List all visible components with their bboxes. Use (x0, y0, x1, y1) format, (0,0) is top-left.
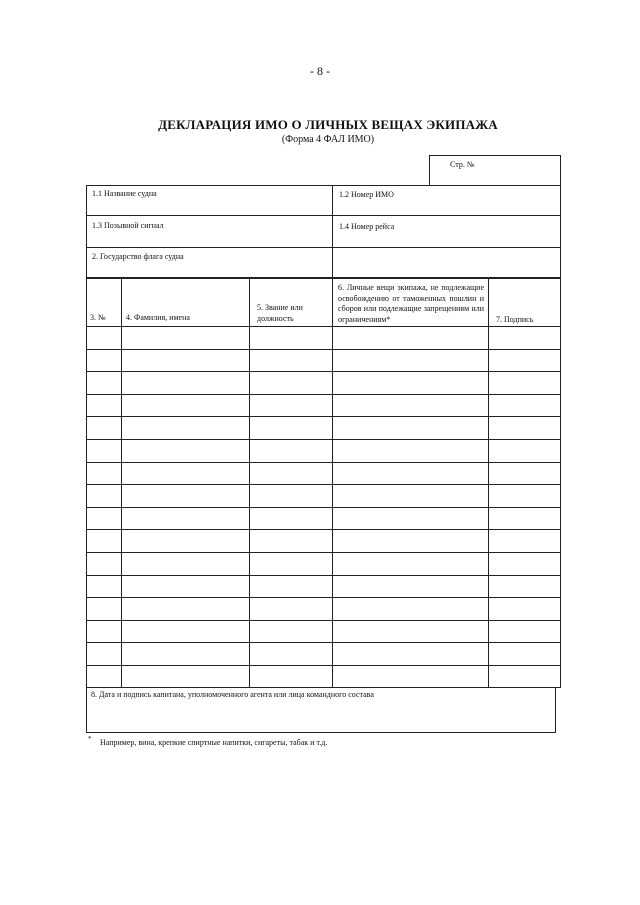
table-row-line (86, 575, 561, 576)
table-row-line (86, 552, 561, 553)
col-header-signature: 7. Подпись (496, 315, 534, 324)
table-row-line (86, 529, 561, 530)
crew-effects-table (86, 278, 561, 688)
col-divider-4 (488, 278, 489, 688)
table-row-line (86, 620, 561, 621)
col-header-num: 3. № (90, 313, 106, 322)
form-subtitle: (Форма 4 ФАЛ ИМО) (281, 134, 375, 145)
imo-number-field[interactable]: 1.2 Номер ИМО (339, 190, 394, 199)
flag-state-field[interactable]: 2. Государство флага судна (92, 252, 184, 261)
table-header-bottom (86, 326, 561, 327)
col-divider-3 (332, 278, 333, 688)
table-row-line (86, 416, 561, 417)
voyage-number-field[interactable]: 1.4 Номер рейса (339, 222, 395, 231)
footnote-mark: * (88, 735, 92, 743)
table-row-line (86, 371, 561, 372)
col-divider-1 (121, 278, 122, 688)
col-header-name: 4. Фамилия, имена (126, 313, 190, 322)
table-row-line (86, 642, 561, 643)
page-number-box[interactable] (429, 155, 561, 186)
table-row-line (86, 439, 561, 440)
page-number: - 8 - (310, 64, 330, 78)
col-header-rank-1: 5. Звание или (257, 303, 303, 312)
table-row-line (86, 484, 561, 485)
col-header-rank-2: должность (257, 314, 294, 323)
header-block (86, 185, 561, 278)
ship-name-field[interactable]: 1.1 Название судна (92, 189, 157, 198)
table-row-line (86, 665, 561, 666)
form-title: ДЕКЛАРАЦИЯ ИМО О ЛИЧНЫХ ВЕЩАХ ЭКИПАЖА (158, 117, 498, 132)
col-divider-2 (249, 278, 250, 688)
footnote-text: Например, вина, крепкие спиртные напитки, сигареты, табак и т.д. (100, 738, 328, 747)
table-row-line (86, 349, 561, 350)
header-row-line-1 (86, 215, 561, 216)
table-row-line (86, 597, 561, 598)
table-row-line (86, 394, 561, 395)
page-number-box-label: Стр. № (450, 160, 475, 169)
table-row-line (86, 462, 561, 463)
table-row-line (86, 507, 561, 508)
call-sign-field[interactable]: 1.3 Позывной сигнал (92, 221, 164, 230)
col-header-effects: 6. Личные вещи экипажа, не подлежащие освобождению от таможенных пошлин и сборов или подлежащие запрещениям или ограничениям* (338, 283, 484, 324)
header-divider (332, 185, 333, 278)
header-row-line-2 (86, 247, 561, 248)
master-signature-label: 8. Дата и подпись капитана, уполномоченного агента или лица командного состава (91, 690, 374, 699)
